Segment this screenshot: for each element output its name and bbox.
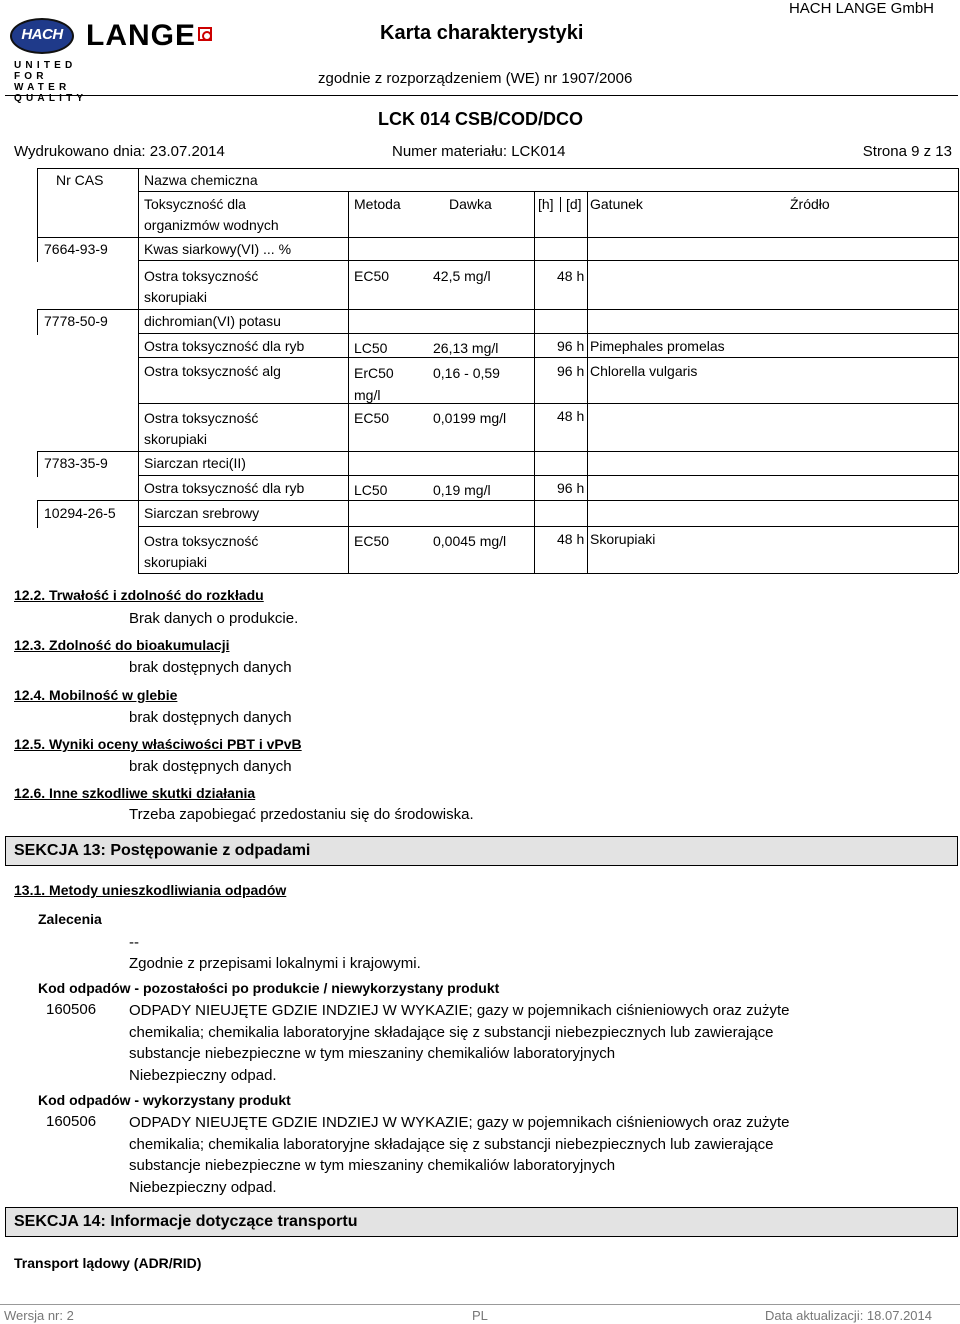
table-line <box>37 451 38 477</box>
material-number: Numer materiału: LCK014 <box>392 143 566 160</box>
table-line <box>37 237 958 238</box>
hours: 96 h <box>557 338 585 354</box>
subsection-title: 12.6. Inne szkodliwe skutki działania <box>14 785 256 801</box>
table-line <box>138 573 958 574</box>
substance-name: Kwas siarkowy(VI) ... % <box>144 241 292 257</box>
toxicity-organism: skorupiaki <box>144 431 208 447</box>
table-line <box>138 357 958 358</box>
waste-hazard-note: Niebezpieczny odpad. <box>129 1067 277 1084</box>
method: LC50 <box>354 482 388 498</box>
waste-code: 160506 <box>46 1001 97 1018</box>
waste-description: chemikalia; chemikalia laboratoryjne składające się z substancji niebezpiecznych lub zawierające <box>129 1024 774 1041</box>
species: Pimephales promelas <box>590 338 725 354</box>
subsection-text: Brak danych o produkcie. <box>129 610 299 627</box>
cas-number: 7664-93-9 <box>44 241 108 257</box>
subsection-text: brak dostępnych danych <box>129 659 292 676</box>
toxicity-type: Ostra toksyczność dla ryb <box>144 480 305 496</box>
cas-number: 7783-35-9 <box>44 455 108 471</box>
table-line <box>37 309 958 310</box>
hours: 48 h <box>557 408 585 424</box>
toxicity-type: Ostra toksyczność dla ryb <box>144 338 305 354</box>
toxicity-type: Ostra toksyczność <box>144 533 259 549</box>
table-line <box>958 168 959 573</box>
col-header-source: Źródło <box>790 196 830 212</box>
dose: 0,16 - 0,59 <box>433 365 500 381</box>
table-line <box>37 168 38 262</box>
waste-description: chemikalia; chemikalia laboratoryjne składające się z substancji niebezpiecznych lub zawierające <box>129 1136 774 1153</box>
table-line <box>587 191 588 573</box>
col-header-toxicity: Toksyczność dla <box>144 196 246 212</box>
col-header-hours: [h] <box>538 196 554 212</box>
section-13-title: SEKCJA 13: Postępowanie z odpadami <box>14 842 311 859</box>
col-header-cas: Nr CAS <box>56 172 104 188</box>
waste-hazard-note: Niebezpieczny odpad. <box>129 1179 277 1196</box>
dose: 42,5 mg/l <box>433 268 491 284</box>
method-unit: mg/l <box>354 387 381 403</box>
col-header-dose: Dawka <box>449 196 492 212</box>
col-header-days: [d] <box>566 196 582 212</box>
table-line <box>37 451 958 452</box>
toxicity-type: Ostra toksyczność alg <box>144 363 281 379</box>
page-number: Strona 9 z 13 <box>862 143 952 160</box>
table-line <box>348 191 349 573</box>
cas-number: 10294-26-5 <box>44 505 116 521</box>
method: ErC50 <box>354 365 394 381</box>
table-line <box>138 260 958 261</box>
method: EC50 <box>354 410 390 426</box>
footer-language: PL <box>472 1308 488 1323</box>
dose: 0,0045 mg/l <box>433 533 507 549</box>
logo-lange-text: LANGE <box>86 19 196 52</box>
waste-description: ODPADY NIEUJĘTE GDZIE INDZIEJ W WYKAZIE; gazy w pojemnikach ciśnieniowych oraz zużyte <box>129 1114 790 1131</box>
dose: 26,13 mg/l <box>433 340 499 356</box>
hours: 48 h <box>557 531 585 547</box>
recommendations-text: Zgodnie z przepisami lokalnymi i krajowymi. <box>129 955 421 972</box>
subsection-text: brak dostępnych danych <box>129 709 292 726</box>
method: EC50 <box>354 268 390 284</box>
subsection-text: brak dostępnych danych <box>129 758 292 775</box>
company-name: HACH LANGE GmbH <box>788 0 934 17</box>
product-name: LCK 014 CSB/COD/DCO <box>378 109 584 129</box>
footer-update-date: Data aktualizacji: 18.07.2014 <box>765 1308 932 1323</box>
hours: 96 h <box>557 363 585 379</box>
logo-tagline: UNITED FOR WATER QUALITY <box>14 60 88 104</box>
footer-divider <box>0 1304 960 1305</box>
col-header-method: Metoda <box>354 196 401 212</box>
cas-number: 7778-50-9 <box>44 313 108 329</box>
table-line <box>560 197 561 212</box>
table-line <box>37 168 958 169</box>
waste-code-title: Kod odpadów - wykorzystany produkt <box>38 1092 291 1108</box>
hours: 96 h <box>557 480 585 496</box>
footer-version: Wersja nr: 2 <box>4 1308 74 1323</box>
toxicity-type: Ostra toksyczność <box>144 268 259 284</box>
col-header-species: Gatunek <box>590 196 643 212</box>
substance-name: Siarczan rteci(II) <box>144 455 246 471</box>
subsection-title: 12.4. Mobilność w glebie <box>14 687 178 703</box>
subsection-text: Trzeba zapobiegać przedostaniu się do środowiska. <box>129 806 474 823</box>
substance-name: Siarczan srebrowy <box>144 505 260 521</box>
subsection-title: 13.1. Metody unieszkodliwiania odpadów <box>14 882 287 898</box>
print-date: Wydrukowano dnia: 23.07.2014 <box>14 143 225 160</box>
recommendations-dash: -- <box>129 934 139 951</box>
table-line <box>37 500 38 528</box>
document-title: Karta charakterystyki <box>380 22 584 44</box>
dose: 0,19 mg/l <box>433 482 491 498</box>
transport-subtitle: Transport lądowy (ADR/RID) <box>14 1255 202 1271</box>
header-divider <box>5 95 958 96</box>
table-line <box>138 526 958 527</box>
toxicity-type: Ostra toksyczność <box>144 410 259 426</box>
logo-hach-text: HACH <box>21 26 63 43</box>
recommendations-label: Zalecenia <box>38 911 102 927</box>
toxicity-organism: skorupiaki <box>144 554 208 570</box>
regulation-text: zgodnie z rozporządzeniem (WE) nr 1907/2006 <box>318 70 633 87</box>
species: Chlorella vulgaris <box>590 363 698 379</box>
waste-description: substancje niebezpieczne w tym mieszaniny chemikaliów laboratoryjnych <box>129 1045 616 1062</box>
species: Skorupiaki <box>590 531 656 547</box>
waste-code-title: Kod odpadów - pozostałości po produkcie / niewykorzystany produkt <box>38 980 500 996</box>
table-line <box>138 168 139 573</box>
waste-description: ODPADY NIEUJĘTE GDZIE INDZIEJ W WYKAZIE; gazy w pojemnikach ciśnieniowych oraz zużyte <box>129 1002 790 1019</box>
table-line <box>138 333 958 334</box>
table-line <box>37 500 958 501</box>
table-line <box>534 191 535 573</box>
table-line <box>138 191 958 192</box>
col-header-toxicity: organizmów wodnych <box>144 217 279 233</box>
method: LC50 <box>354 340 388 356</box>
col-header-name: Nazwa chemiczna <box>144 172 258 188</box>
table-line <box>138 403 958 404</box>
hours: 48 h <box>557 268 585 284</box>
subsection-title: 12.5. Wyniki oceny właściwości PBT i vPvB <box>14 736 302 752</box>
waste-description: substancje niebezpieczne w tym mieszaniny chemikaliów laboratoryjnych <box>129 1157 616 1174</box>
lange-mark-icon <box>198 27 212 41</box>
subsection-title: 12.2. Trwałość i zdolność do rozkładu <box>14 587 264 603</box>
toxicity-organism: skorupiaki <box>144 289 208 305</box>
subsection-title: 12.3. Zdolność do bioakumulacji <box>14 637 230 653</box>
table-line <box>138 475 958 476</box>
substance-name: dichromian(VI) potasu <box>144 313 281 329</box>
waste-code: 160506 <box>46 1113 97 1130</box>
table-line <box>37 309 38 335</box>
dose: 0,0199 mg/l <box>433 410 507 426</box>
method: EC50 <box>354 533 390 549</box>
section-14-title: SEKCJA 14: Informacje dotyczące transportu <box>14 1213 358 1230</box>
